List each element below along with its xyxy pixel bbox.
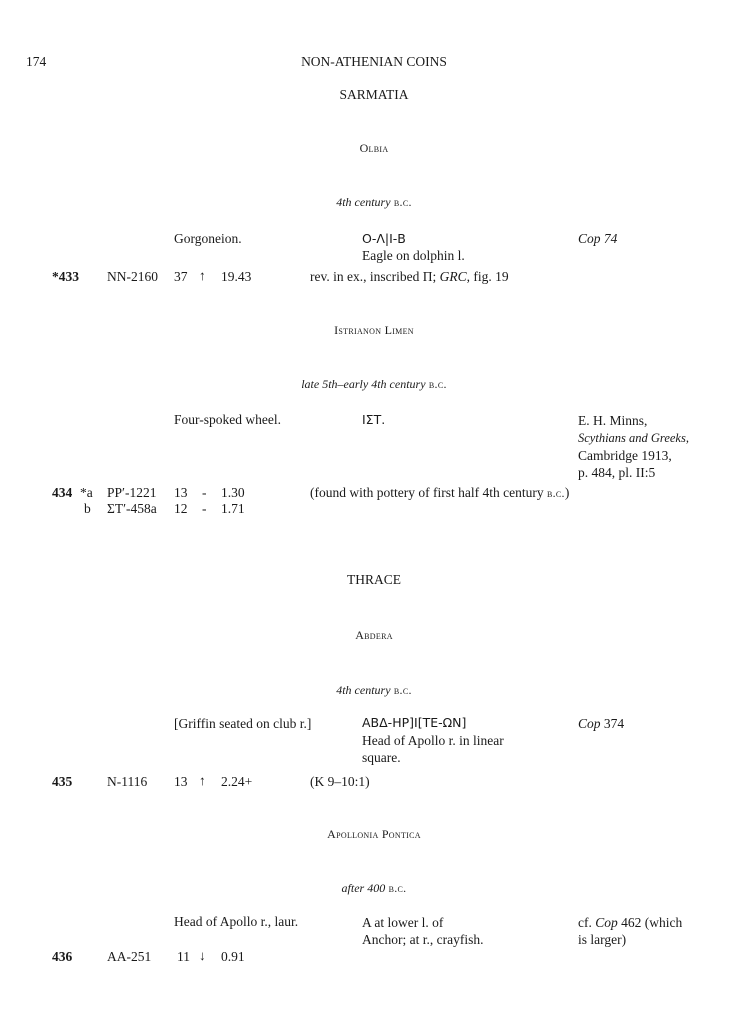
reference-number: 374 [600, 716, 625, 731]
obverse-description: Head of Apollo r., laur. [174, 914, 299, 929]
catalogue-number: 434 [52, 485, 73, 500]
city-title-apollonia-pontica: Apollonia Pontica [327, 827, 421, 841]
inventory-number: N-1116 [107, 774, 148, 789]
period-text: late 5th–early 4th century [301, 377, 426, 391]
notes [310, 269, 509, 285]
period-suffix: b.c. [388, 881, 407, 895]
inventory-number: ΣΤ′-458a [107, 501, 157, 516]
reference [578, 914, 682, 948]
reference-author: E. H. Minns, [578, 413, 648, 428]
inventory-number: PP′-1221 [107, 485, 157, 500]
die-axis: ↑ [199, 773, 206, 788]
notes-close: ) [564, 485, 570, 500]
notes [310, 485, 569, 501]
reference-title: Scythians and Greeks, [578, 431, 689, 445]
notes-era: b.c. [546, 486, 565, 500]
inventory-number: NN-2160 [107, 269, 158, 284]
reference [578, 716, 624, 732]
reverse-inscription: ΑΒΔ-ΗΡ]Ι[ΤΕ-ΩΝ] [362, 715, 467, 730]
die-axis: - [202, 501, 207, 516]
catalogue-number: *433 [52, 269, 79, 284]
reference-details: Cambridge 1913, p. 484, pl. II:5 [578, 448, 672, 480]
reverse-description: A at lower l. of Anchor; at r., crayfish. [362, 915, 484, 947]
weight: 2.24+ [221, 774, 253, 789]
period-suffix: b.c. [428, 377, 447, 391]
reference [578, 412, 689, 481]
period-abdera [0, 682, 748, 698]
period-suffix: b.c. [393, 195, 412, 209]
reference: Cop 74 [578, 231, 618, 246]
city-title-olbia: Olbia [359, 141, 389, 155]
period-suffix: b.c. [393, 683, 412, 697]
reverse-description: Head of Apollo r. in linear square. [362, 733, 504, 765]
period-olbia [0, 194, 748, 210]
reverse-inscription: Ο-Λ|Ι-Β [362, 231, 406, 246]
obverse-description: Gorgoneion. [174, 231, 242, 246]
weight: 1.71 [221, 501, 245, 516]
period-text: after 400 [341, 881, 386, 895]
die-axis: ↑ [199, 268, 206, 283]
die-axis: ↓ [199, 948, 206, 963]
notes-text-end: , fig. 19 [466, 269, 509, 284]
obverse-description: [Griffin seated on club r.] [174, 716, 312, 731]
weight: 0.91 [221, 949, 245, 964]
diameter: 11 [177, 949, 190, 964]
reference-source: Cop [578, 716, 601, 731]
reference-note: 462 (which is larger) [578, 915, 683, 947]
diameter: 12 [174, 501, 188, 516]
die-axis: - [202, 485, 207, 500]
reverse-description: Eagle on dolphin l. [362, 248, 465, 263]
variant-letter: *a [80, 485, 93, 500]
notes: (K 9–10:1) [310, 774, 370, 789]
diameter: 13 [174, 774, 188, 789]
city-title-istrianon-limen: Istrianon Limen [334, 323, 414, 337]
notes-text: rev. in ex., inscribed Π; [310, 269, 440, 284]
diameter: 37 [174, 269, 188, 284]
period-text: 4th century [336, 683, 391, 697]
period-apollonia [0, 880, 748, 896]
region-title-thrace: THRACE [347, 572, 401, 587]
city-title-abdera: Abdera [355, 628, 393, 642]
catalogue-number: 435 [52, 774, 73, 789]
page-number: 174 [26, 54, 47, 69]
reference-prefix: cf. [578, 915, 596, 930]
notes-text: (found with pottery of first half 4th century [310, 485, 547, 500]
weight: 1.30 [221, 485, 245, 500]
inventory-number: AA-251 [107, 949, 152, 964]
catalogue-number: 436 [52, 949, 73, 964]
obverse-description: Four-spoked wheel. [174, 412, 281, 427]
reference-source: Cop [595, 915, 618, 930]
diameter: 13 [174, 485, 188, 500]
running-head: NON-ATHENIAN COINS [301, 54, 447, 69]
weight: 19.43 [221, 269, 252, 284]
period-istrianon [0, 376, 748, 392]
notes-reference: GRC [439, 269, 467, 284]
variant-letter: b [84, 501, 91, 516]
period-text: 4th century [336, 195, 391, 209]
region-title-sarmatia: SARMATIA [339, 87, 409, 102]
reverse-inscription: ΙΣΤ. [362, 412, 386, 427]
